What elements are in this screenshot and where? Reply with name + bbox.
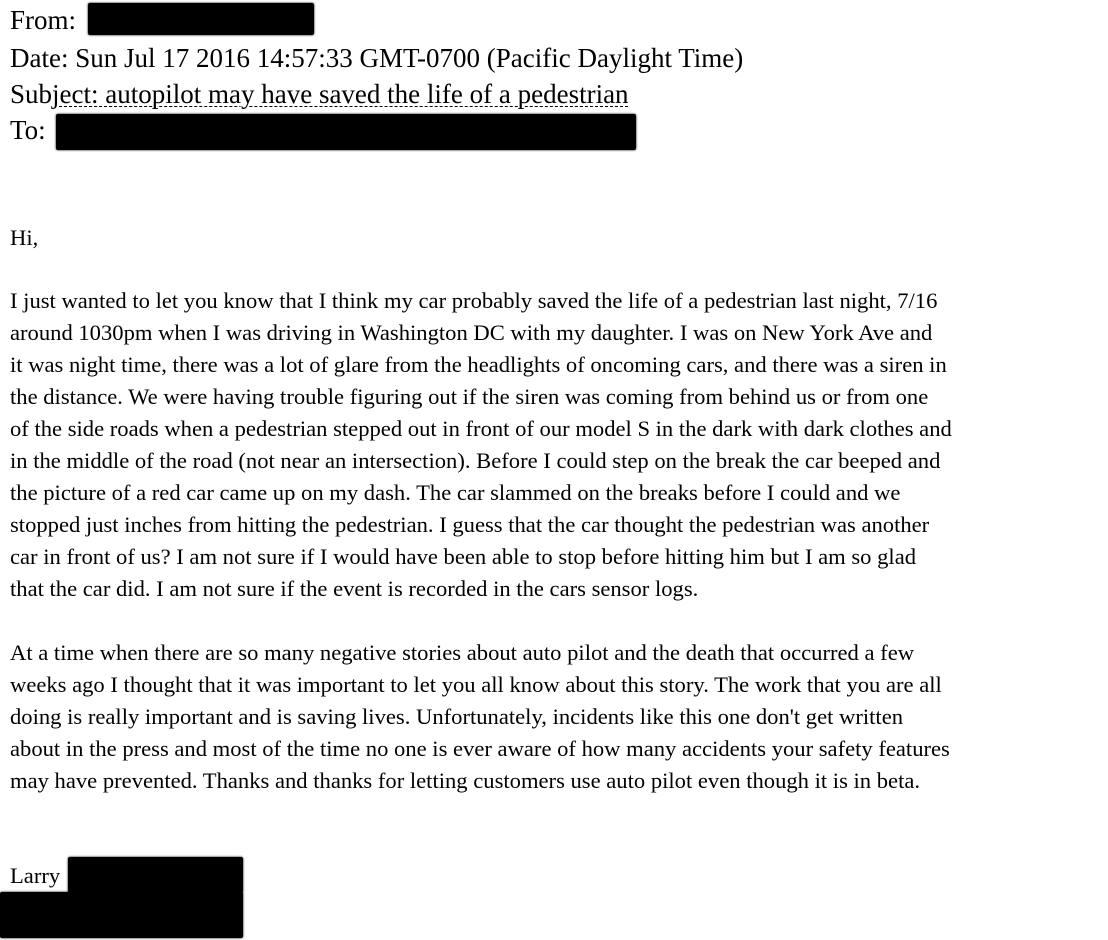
from-label: From:	[10, 5, 77, 35]
paragraph-line: stopped just inches from hitting the pedestrian. I guess that the car thought the pedestrian was another	[10, 512, 930, 537]
message-paragraph-1	[10, 285, 1102, 605]
from-line	[10, 4, 76, 36]
redacted-to-address	[56, 114, 636, 150]
subject-line	[10, 78, 629, 110]
paragraph-line: weeks ago I thought that it was important to let you all know about this story. The work that you are all	[10, 672, 942, 697]
paragraph-line: around 1030pm when I was driving in Washington DC with my daughter. I was on New York Ave and	[10, 320, 933, 345]
paragraph-line: about in the press and most of the time no one is ever aware of how many accidents your safety features	[10, 736, 950, 761]
paragraph-line: the distance. We were having trouble figuring out if the siren was coming from behind us or from one	[10, 384, 929, 409]
redacted-from-address	[88, 3, 314, 35]
to-line	[10, 114, 46, 146]
subject-label: Subj	[10, 79, 60, 109]
paragraph-line: may have prevented. Thanks and thanks for letting customers use auto pilot even though it is in beta.	[10, 768, 921, 793]
paragraph-line: I just wanted to let you know that I think my car probably saved the life of a pedestrian last night, 7/16	[10, 288, 938, 313]
message-paragraph-2	[10, 637, 1102, 797]
paragraph-line: doing is really important and is saving lives. Unfortunately, incidents like this one don't get written	[10, 704, 904, 729]
subject-value: ect: autopilot may have saved the life of a pedestrian	[59, 79, 629, 109]
paragraph-line: of the side roads when a pedestrian stepped out in front of our model S in the dark with dark clothes and	[10, 416, 952, 441]
redacted-signature-block	[0, 892, 243, 938]
to-label: To:	[10, 115, 46, 145]
paragraph-line: the picture of a red car came up on my dash. The car slammed on the breaks before I could and we	[10, 480, 901, 505]
date-value: Sun Jul 17 2016 14:57:33 GMT-0700 (Pacific Daylight Time)	[75, 43, 744, 73]
greeting: Hi,	[10, 225, 39, 250]
paragraph-line: that the car did. I am not sure if the event is recorded in the cars sensor logs.	[10, 576, 699, 601]
date-label: Date:	[10, 43, 69, 73]
redacted-signature-surname	[68, 857, 243, 893]
signature-name: Larry	[10, 863, 61, 888]
paragraph-line: in the middle of the road (not near an intersection). Before I could step on the break the car beeped and	[10, 448, 941, 473]
paragraph-line: car in front of us? I am not sure if I would have been able to stop before hitting him but I am so glad	[10, 544, 917, 569]
date-line	[10, 42, 743, 74]
paragraph-line: it was night time, there was a lot of glare from the headlights of oncoming cars, and there was a siren in	[10, 352, 947, 377]
paragraph-line: At a time when there are so many negative stories about auto pilot and the death that occurred a few	[10, 640, 915, 665]
